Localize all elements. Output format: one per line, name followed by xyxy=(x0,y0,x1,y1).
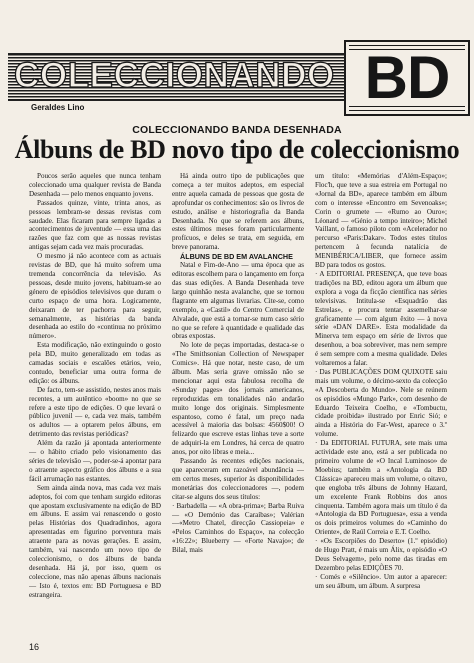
text-column-3 xyxy=(315,172,447,642)
paragraph: De facto, tem-se assistido, nestes anos mais recentes, a um autêntico «boom» no que se refere a este tipo de edições. O que levará o público juvenil — e, cada vez mais, também os adultos — a optarem pelos álbuns, em detrimento das revistas periódicas? xyxy=(29,385,161,439)
paragraph: Há ainda outro tipo de publicações que começa a ter muitos adeptos, em especial entre aquela camada de pessoas que gosta de aprofundar os conhecimentos: são os livros de estudo, análise e historiografia da Banda Desenhada. No que se referem aos álbuns, estes últimos meses foram particularmente profícuos, e deles se trata, em seguida, em breve panorama. xyxy=(172,172,304,252)
paragraph: · Da EDITORIAL FUTURA, sete mais uma actividade este ano, está a ser publicada no primeiro volume de «O Incal Luminoso» de Moebius; também a «Antologia da BD Clássica» apareceu mais um volume, o oitavo, que engloba três álbuns de Johnny Hazard, um excelente Frank Robbins dos anos cinquenta. Também agora mais um título é da «Antologia da BD Portuguesa», essa a venda os dois primeiros volumes do «Caminho do Oriente», de Raúl Correia e E.T. Coelho. xyxy=(315,439,447,537)
section-title: COLECCIONANDO xyxy=(14,56,335,95)
paragraph: Poucos serão aqueles que nunca tenham coleccionado uma qualquer revista de Banda Desenhada — pelo menos enquanto jovens. xyxy=(29,172,161,198)
paragraph: · Barbadella — «A obra-prima»; Barba Ruiva — «O Demónio das Caraíbas»; Valérian —«Metro Chatel, direcção Cassiopeia» e «Pelos Caminhos do Espaço», na colecção «16:22»; Blueberry — «Forte Navajo»; de Bilal, mais xyxy=(172,501,304,555)
paragraph: Esta modificação, não extinguindo o gosto pela BD, muito generalizado em todas as camadas sociais e escalões etários, veio, contudo, beneficiar uma outra forma de edição: os álbuns. xyxy=(29,341,161,385)
section-subhead: ÁLBUNS DE BD EM AVALANCHE xyxy=(180,252,293,262)
article-kicker: COLECCIONANDO BANDA DESENHADA xyxy=(132,124,342,136)
article-headline: Álbuns de BD novo tipo de coleccionismo xyxy=(14,135,460,164)
paragraph: Passados quinze, vinte, trinta anos, as pessoas lembram-se dessas revistas com saudade. Elas ficaram para sempre ligadas a acontecimentos de juventude — essa uma das razões que faz com que as nossas revistas antigas sejam cada vez mais procuradas. xyxy=(29,198,161,252)
paragraph: Sem ainda ainda nova, mas cada vez mais adeptos, foi com que tenham surgido editoras que apostam exclusivamente na edição de BD em álbuns. E assim vai renascendo o gosto pelas Histórias dos Quadradinhos, agora apresentadas em figurino porventura mais atraente para as novas gerações. E assim, também, vai nascendo um novo tipo de coleccionismo, o dos álbuns de banda desenhada. Há já, por isso, quem os coleccione, mas não apenas álbuns nacionais — Isto é, textos em: BD Portuguesa e BD estrangeira. xyxy=(29,483,161,599)
author-byline: Geraldes Lino xyxy=(31,103,85,112)
paragraph: No lote de peças importadas, destaca-se o «The Smithsonian Collection of Newspaper Comics». Há que notar, neste caso, de um álbum. Mas seria grave omissão não se mencionar aqui esta fabulosa recolha de «Sunday pages» dos jornais americanos, reproduzidas em tonalidades não andarão muito longe dos originais. Simplesmente espantoso, como é fatal, um preço nada acessível à maioria das bolsas: 4560$00! O felizardo que escreve estas linhas teve a sorte de adquiri-la em Londres, há cerca de quatro anos, por oito libras e meia... xyxy=(172,341,304,457)
page-number: 16 xyxy=(29,642,40,652)
paragraph: · Comés e «Silêncio». Um autor a aparecer: um seu álbum, um álbum. A surpresa xyxy=(315,572,447,590)
paragraph: · «Os Escorpiões do Deserto» (1.º episódio) de Hugo Pratt, é mais um Álix, o episódio «O Deus Selvagem», pelo nome das tiradas em Dezembro pelas EDIÇÕES 70. xyxy=(315,537,447,572)
bd-badge-text: BD xyxy=(364,44,450,111)
paragraph: Natal e Fim-de-Ano — uma época que as editoras escolhem para o lançamento em força das suas edições. A Banda Desenhada teve largo quinhão nesta avalanche, que se tornou flagrante em algumas livrarias. Cite-se, como exemplo, a «Castil» do Centro Comercial de Alvalade, que está a tornar-se num caso sério no que se refere à quantidade e qualidade das obras expostas. xyxy=(172,261,304,341)
paragraph: um título: «Memórias d'Além-Espaço»; Floc'h, que teve a sua estreia em Portugal no «Jornal da BD», aparece também em álbum com o interesse «Encontro em Sevenoaks»; Corin o grumete — «Rumo ao Ouro»; Léonard — «Génio a tempo inteiro»; Michel Vaillant, o famoso piloto com «Acelerador no percurso «Paris:Dakar». Todos estes títulos pertencem à fecunda natalícia de MENIBÉRICA/LIBER, que fornece assim BD para todos os gostos. xyxy=(315,172,447,270)
paragraph: Além da razão já apontada anteriormente — o hábito criado pelo visionamento das séries de televisão —, poder-se-á apontar para o atraente aspecto gráfico dos álbuns e a sua fácil arrumação nas estantes. xyxy=(29,439,161,483)
text-column-1 xyxy=(29,172,161,642)
text-column-2 xyxy=(172,172,304,642)
paragraph: · Das PUBLICAÇÕES DOM QUIXOTE saiu mais um volume, o décimo-sexto da colecção «A Descoberta do Mundo». Nele se reúnem os episódios «Mungo Park», com desenho de Eduardo Teixeira Coelho, e «Tombuctu, cidade proibida» ilustrado por Enric Sió; e ainda a História do Far-West, aparece o 3.º volume. xyxy=(315,367,447,439)
paragraph: · A EDITORIAL PRESENÇA, que teve boas tradições na BD, editou agora um álbum que explora a voga da ficção científica nas séries televisivas. Intitula-se «Esquadrão das Estrelas», e procura tentar assemelhar-se graficamente — com algum êxito — à nova série «DAN DARE». Esta modalidade da Minerva tem espaço em série de livros que desenhou, a boa sobreviver, mas nem sempre é sem sempre com a mesma qualidade. Deles voltaremos a falar. xyxy=(315,269,447,368)
bd-badge xyxy=(344,40,470,116)
paragraph: Passando às recentes edições nacionais, que apareceram em razoável abundância — em certos meses, superior às disponibilidades monetárias dos coleccionadores —, podem citar-se alguns dos seus títulos: xyxy=(172,457,304,501)
paragraph: O mesmo já não acontece com as actuais revistas de BD, que há muito sofrem uma tremenda concorrência da televisão. As pessoas, desde muito jovens, habituam-se ao género de episódios televisivos que duram o curto espaço de uma hora. Logicamente, deixaram de ter pachorra para seguir, semanalmente, as histórias da banda desenhada ao estilo do «continua no próximo número». xyxy=(29,252,161,341)
